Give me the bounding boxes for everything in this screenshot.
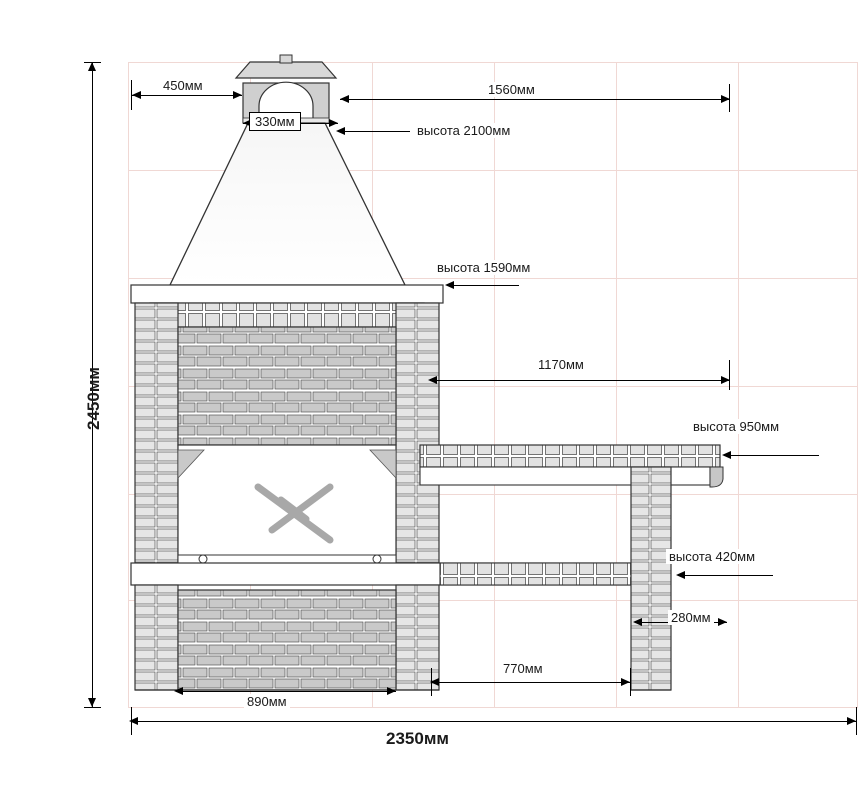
dim-1560-ext-right xyxy=(729,84,730,112)
dim-total-height-tick-bottom xyxy=(84,707,101,708)
dim-450-label: 450мм xyxy=(160,78,206,93)
dim-total-height-tick-top xyxy=(84,62,101,63)
dim-1170-line xyxy=(430,380,730,381)
dim-330-label: 330мм xyxy=(249,112,301,131)
dim-330-arrow-right xyxy=(329,119,338,127)
dim-1560-label: 1560мм xyxy=(485,82,538,97)
dim-total-width-line xyxy=(131,721,856,722)
dim-770-arrow-right xyxy=(621,678,630,686)
dim-total-height-label: 2450мм xyxy=(84,367,103,430)
dim-total-width-arrow-right xyxy=(847,717,856,725)
dim-total-width-ext-right xyxy=(856,707,857,735)
dim-890-arrow-right xyxy=(387,687,396,695)
leader-420-arrow xyxy=(676,571,685,579)
leader-1590-arrow xyxy=(445,281,454,289)
dim-770-label: 770мм xyxy=(500,661,546,676)
dim-total-height-arrow-top xyxy=(88,62,96,71)
dim-total-height-arrow-bottom xyxy=(88,698,96,707)
dim-770-ext-left xyxy=(431,668,432,696)
leader-420-label: высота 420мм xyxy=(666,549,758,564)
dim-total-width-ext-left xyxy=(131,707,132,735)
leader-2100-label: высота 2100мм xyxy=(414,123,513,138)
dim-450-arrow-right xyxy=(233,91,242,99)
leader-1590-line xyxy=(447,285,519,286)
dim-450-ext-left xyxy=(131,80,132,110)
dim-1560-line xyxy=(340,99,730,100)
dim-280-arrow-left xyxy=(633,618,642,626)
dim-890-arrow-left xyxy=(174,687,183,695)
dim-450-line xyxy=(132,95,242,96)
dim-770-ext-right xyxy=(630,668,631,696)
leader-950-line xyxy=(724,455,819,456)
dim-280-label: 280мм xyxy=(668,610,714,625)
dim-770-line xyxy=(432,682,630,683)
dim-1560-arrow-left xyxy=(340,95,349,103)
dim-1170-label: 1170мм xyxy=(535,357,587,372)
dim-1170-arrow-left xyxy=(428,376,437,384)
leader-950-label: высота 950мм xyxy=(690,419,782,434)
dim-280-arrow-right xyxy=(718,618,727,626)
leader-950-arrow xyxy=(722,451,731,459)
leader-2100-arrow xyxy=(336,127,345,135)
dim-890-line xyxy=(176,691,396,692)
dim-450-arrow-left xyxy=(132,91,141,99)
leader-1590-label: высота 1590мм xyxy=(434,260,533,275)
leader-420-line xyxy=(678,575,773,576)
dim-890-label: 890мм xyxy=(244,694,290,709)
dim-total-width-label: 2350мм xyxy=(383,731,452,746)
leader-2100-line xyxy=(338,131,410,132)
dim-1170-ext-right xyxy=(729,360,730,390)
